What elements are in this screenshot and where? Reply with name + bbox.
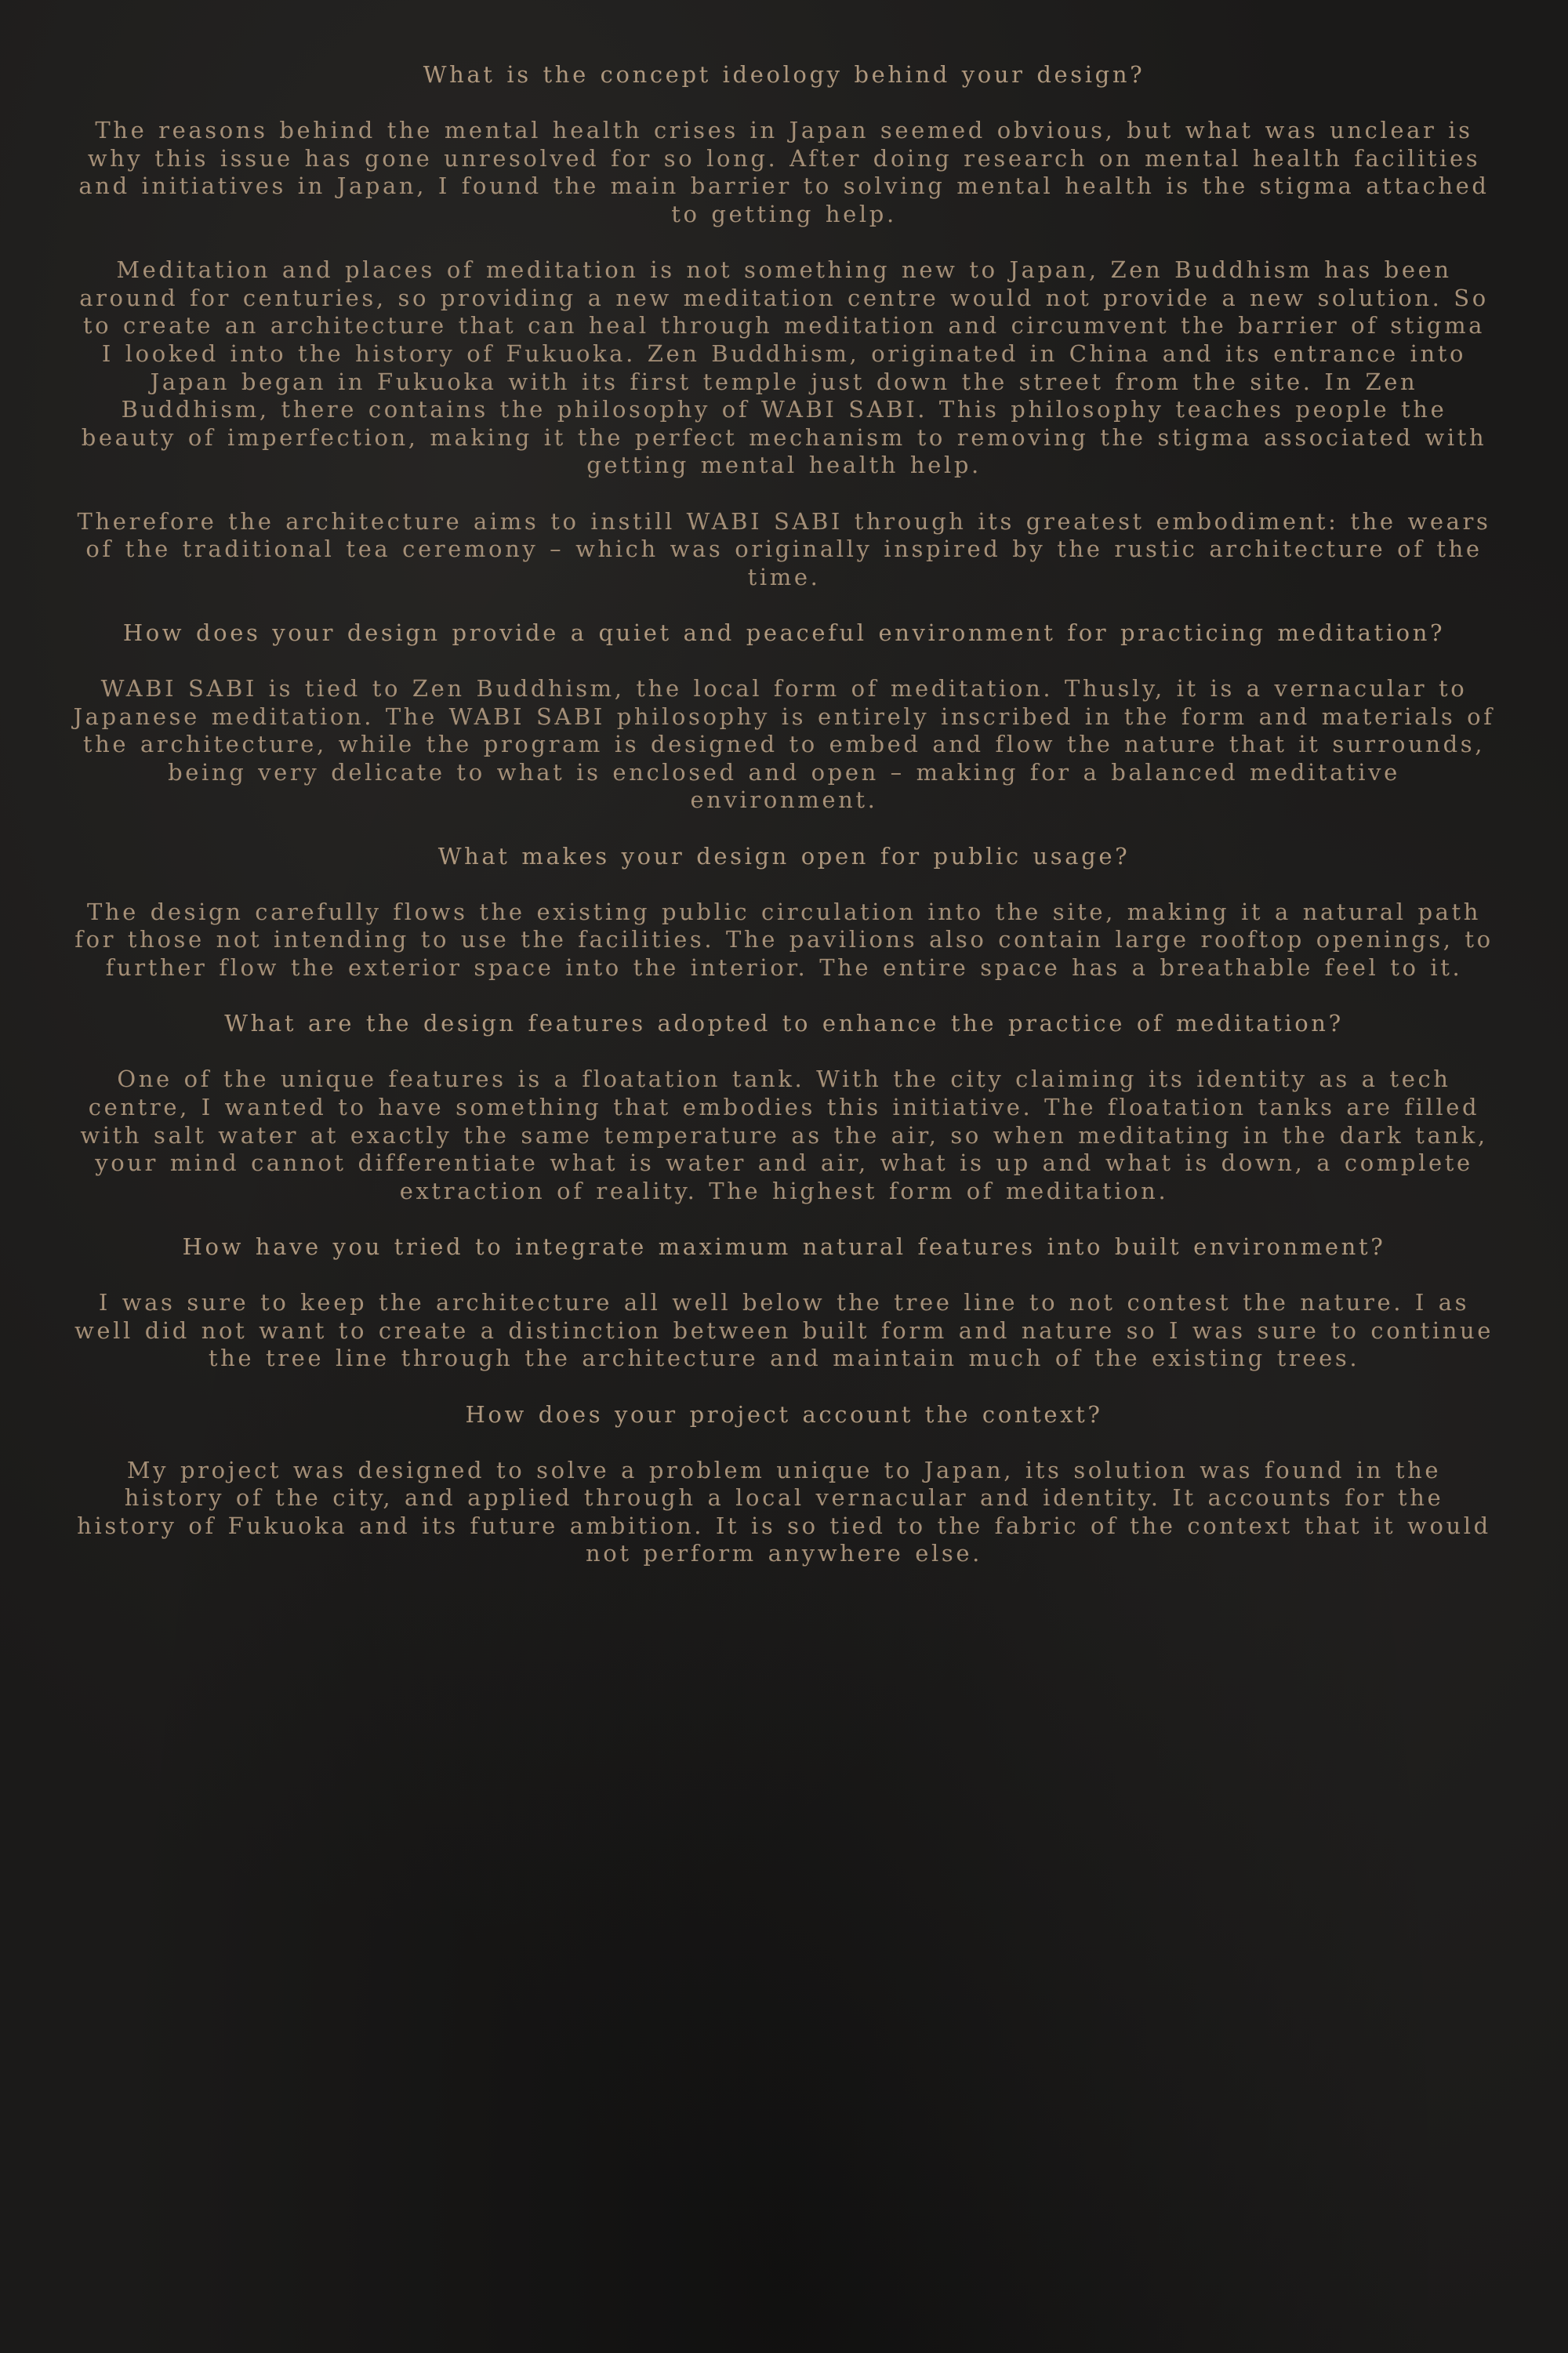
question-context: How does your project account the context? [465, 1400, 1103, 1428]
question-concept-ideology: What is the concept ideology behind your design? [423, 61, 1145, 88]
answer-paragraph: I was sure to keep the architecture all well below the tree line to not contest the nature. I as well did not want to create a distinction between built form and nature so I was sure to continue the tree line through the architecture and maintain much of the existing trees. [74, 1289, 1494, 1372]
answer-paragraph: Therefore the architecture aims to instill WABI SABI through its greatest embodiment: the wears of the traditional tea ceremony – which was originally inspired by the rustic architecture of the time. [77, 507, 1491, 590]
question-natural-features: How have you tried to integrate maximum natural features into built environment? [182, 1233, 1386, 1260]
qa-text-block [72, 61, 1496, 1568]
answer-paragraph: The design carefully flows the existing public circulation into the site, making it a natural path for those not intending to use the facilities. The pavilions also contain large rooftop openings, to further flow the exterior space into the interior. The entire space has a breathable feel to it. [74, 898, 1494, 981]
question-quiet-environment: How does your design provide a quiet and peaceful environment for practicing meditation? [122, 619, 1446, 646]
question-public-usage: What makes your design open for public usage? [437, 842, 1131, 870]
answer-paragraph: WABI SABI is tied to Zen Buddhism, the local form of meditation. Thusly, it is a vernacular to Japanese meditation. The WABI SABI philosophy is entirely inscribed in the form and materials of the architecture, while the program is designed to embed and flow the nature that it surrounds, being very delicate to what is enclosed and open – making for a balanced meditative environment. [73, 675, 1495, 814]
answer-paragraph: The reasons behind the mental health crises in Japan seemed obvious, but what was unclear is why this issue has gone unresolved for so long. After doing research on mental health facilities and initiatives in Japan, I found the main barrier to solving mental health is the stigma attached to getting help. [78, 117, 1490, 227]
answer-paragraph: Meditation and places of meditation is not something new to Japan, Zen Buddhism has been around for centuries, so providing a new meditation centre would not provide a new solution. So to create an architecture that can heal through meditation and circumvent the barrier of stigma I looked into the history of Fukuoka. Zen Buddhism, originated in China and its entrance into Japan began in Fukuoka with its first temple just down the street from the site. In Zen Buddhism, there contains the philosophy of WABI SABI. This philosophy teaches people the beauty of imperfection, making it the perfect mechanism to removing the stigma associated with getting mental health help. [79, 256, 1489, 479]
question-design-features: What are the design features adopted to enhance the practice of meditation? [224, 1010, 1344, 1037]
answer-paragraph: One of the unique features is a floatation tank. With the city claiming its identity as a tech centre, I wanted to have something that embodies this initiative. The floatation tanks are filled with salt water at exactly the same temperature as the air, so when meditating in the dark tank, your mind cannot differentiate what is water and air, what is up and what is down, a complete extraction of reality. The highest form of meditation. [80, 1066, 1488, 1204]
answer-paragraph: My project was designed to solve a problem unique to Japan, its solution was found in the history of the city, and applied through a local vernacular and identity. It accounts for the history of Fukuoka and its future ambition. It is so tied to the fabric of the context that it would not perform anywhere else. [77, 1456, 1491, 1567]
